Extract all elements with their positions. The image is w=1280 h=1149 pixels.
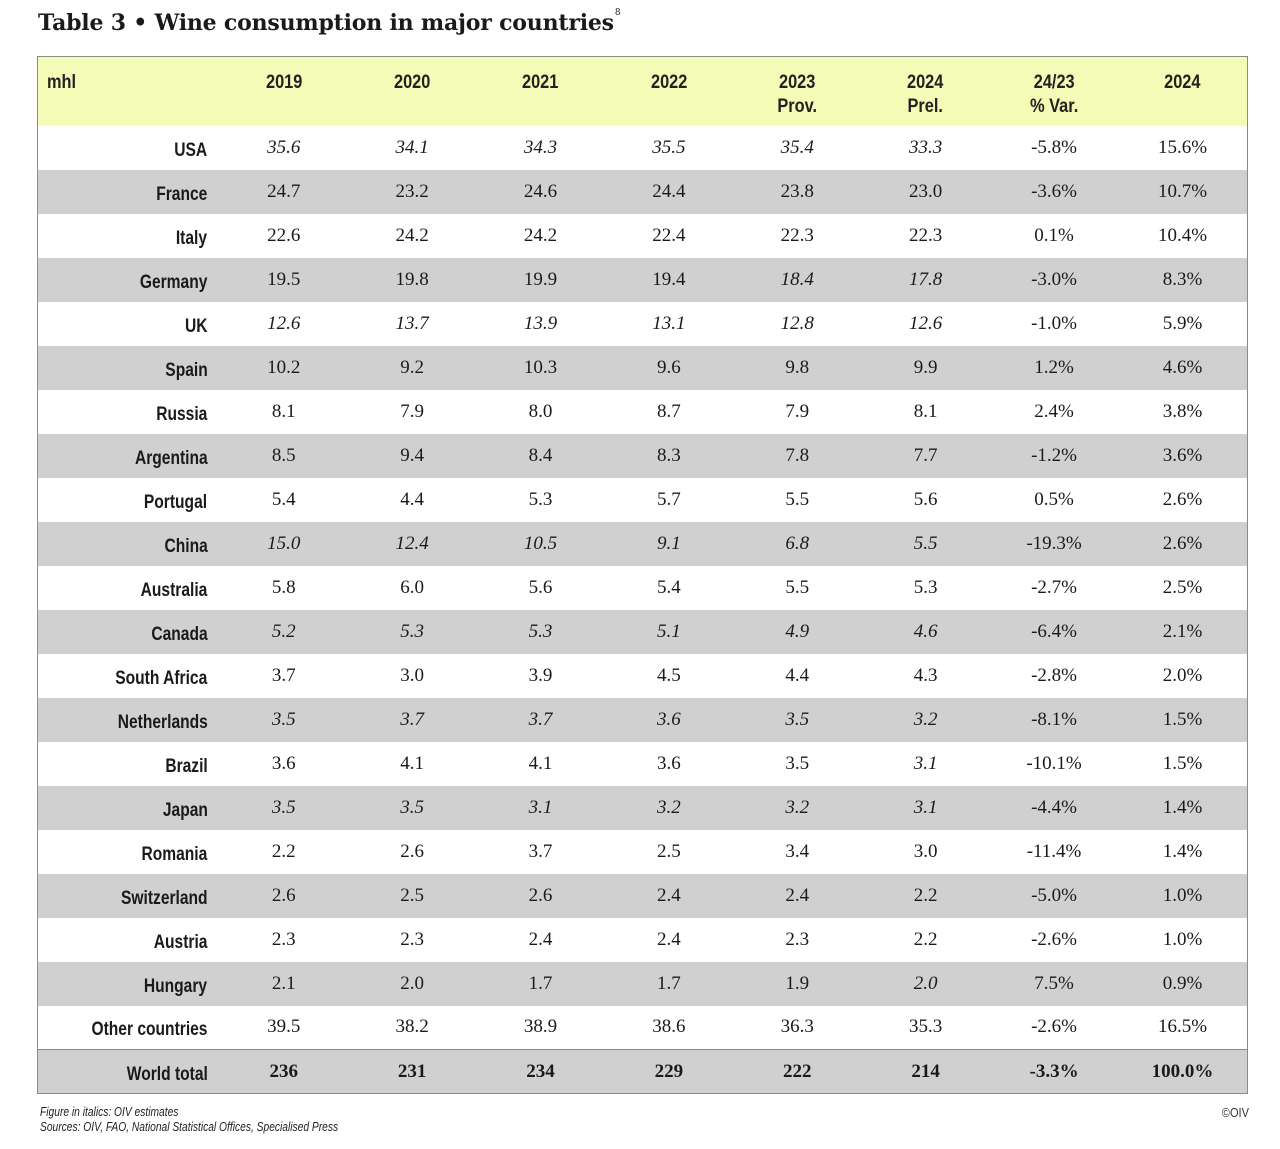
value-cell: 3.6	[656, 752, 681, 774]
value-cell: 10.7%	[1157, 180, 1208, 202]
value-cell: 7.8	[785, 444, 810, 466]
value-cell: 5.3	[528, 488, 553, 510]
value-cell: 4.1	[400, 752, 424, 774]
country-label: Italy	[176, 227, 208, 249]
value-cell: 3.5	[400, 796, 424, 818]
value-cell: 3.1	[913, 796, 938, 818]
value-cell: 3.0	[400, 664, 424, 686]
table-row	[38, 962, 1248, 1006]
country-label: Portugal	[144, 491, 208, 513]
value-cell: 22.3	[909, 224, 943, 246]
value-cell: 22.6	[267, 224, 301, 246]
country-label: South Africa	[115, 667, 208, 689]
column-header-line1: 2019	[265, 72, 302, 93]
value-cell: 8.1	[271, 400, 296, 422]
value-cell: 23.8	[780, 180, 814, 202]
value-cell: 4.3	[913, 664, 938, 686]
value-cell: 0.9%	[1162, 972, 1203, 994]
value-cell: 2.0	[400, 972, 424, 994]
table-row	[38, 302, 1248, 346]
value-cell: 2.6	[400, 840, 424, 862]
value-cell: 22.3	[780, 224, 814, 246]
value-cell: 9.2	[400, 356, 424, 378]
value-cell: 18.4	[780, 268, 814, 290]
value-cell: 2.0%	[1162, 664, 1203, 686]
country-name	[38, 654, 220, 698]
value-cell: 1.5%	[1162, 708, 1203, 730]
value-cell: 214	[911, 1060, 940, 1082]
value-cell: -2.6%	[1031, 1016, 1077, 1038]
value-cell: 2.4	[785, 884, 810, 906]
value-cell: -4.4%	[1031, 796, 1077, 818]
value-cell: 1.0%	[1162, 928, 1203, 950]
value-cell: 0.5%	[1034, 488, 1074, 510]
value-cell: 3.7	[271, 664, 296, 686]
value-cell: 4.4	[785, 664, 810, 686]
italics-note: Figure in italics: OIV estimates	[40, 1105, 179, 1119]
value-cell: 3.2	[785, 796, 810, 818]
value-cell: -2.7%	[1031, 576, 1077, 598]
table-row	[38, 522, 1248, 566]
value-cell: 5.3	[528, 620, 553, 642]
value-cell: 2.2	[913, 928, 938, 950]
value-cell: 38.2	[395, 1016, 429, 1038]
column-header	[999, 57, 1109, 126]
value-cell: 234	[526, 1060, 555, 1082]
value-cell: 19.9	[523, 268, 558, 290]
value-cell: -10.1%	[1026, 752, 1082, 774]
value-cell: 15.0	[267, 532, 301, 554]
country-label: Germany	[139, 271, 208, 293]
country-name	[38, 566, 220, 610]
country-name	[38, 830, 220, 874]
column-header	[870, 57, 980, 126]
value-cell: 2.2	[913, 884, 938, 906]
value-cell: 8.0	[528, 400, 553, 422]
value-cell: 2.4%	[1034, 400, 1074, 422]
value-cell: 8.4	[528, 444, 553, 466]
value-cell: 5.6	[528, 576, 553, 598]
value-cell: 229	[654, 1060, 684, 1082]
value-cell: 7.5%	[1034, 972, 1074, 994]
copyright: ©OIV	[1221, 1105, 1249, 1120]
value-cell: 12.6	[267, 312, 301, 334]
country-label: China	[164, 535, 208, 557]
value-cell: 5.2	[271, 620, 296, 642]
value-cell: 2.1%	[1162, 620, 1203, 642]
column-header	[742, 57, 852, 126]
column-header-line1: 24/23	[1033, 72, 1075, 93]
value-cell: 13.9	[523, 312, 558, 334]
value-cell: 5.9%	[1162, 312, 1203, 334]
column-header	[1127, 57, 1238, 126]
country-name	[38, 1050, 220, 1094]
table-row	[38, 170, 1248, 214]
value-cell: 2.6	[528, 884, 553, 906]
table-row	[38, 258, 1248, 302]
value-cell: 231	[397, 1060, 427, 1082]
value-cell: 12.8	[780, 312, 814, 334]
table-row	[38, 390, 1248, 434]
table-row	[38, 1006, 1248, 1050]
value-cell: -11.4%	[1026, 840, 1082, 862]
value-cell: 10.5	[523, 532, 558, 554]
value-cell: 3.2	[913, 708, 938, 730]
value-cell: 38.9	[523, 1016, 558, 1038]
unit-header: mhl	[46, 72, 76, 93]
country-name	[38, 742, 220, 786]
value-cell: 2.4	[656, 884, 681, 906]
value-cell: 7.7	[913, 444, 938, 466]
value-cell: 222	[783, 1060, 812, 1082]
value-cell: 1.7	[656, 972, 681, 994]
value-cell: 2.3	[400, 928, 424, 950]
value-cell: 3.1	[913, 752, 938, 774]
total-row	[38, 1050, 1248, 1094]
table-row	[38, 346, 1248, 390]
country-label: Romania	[141, 843, 208, 865]
table-row	[38, 830, 1248, 874]
value-cell: 1.0%	[1162, 884, 1203, 906]
column-header-line1: 2023	[779, 72, 816, 93]
country-name	[38, 434, 220, 478]
country-name	[38, 786, 220, 830]
country-name	[38, 126, 220, 170]
value-cell: 24.7	[267, 180, 301, 202]
country-label: Hungary	[144, 975, 208, 997]
value-cell: 13.7	[395, 312, 429, 334]
value-cell: 1.4%	[1162, 840, 1203, 862]
value-cell: 34.3	[523, 136, 558, 158]
column-header-line1: 2024	[907, 72, 944, 93]
value-cell: 10.4%	[1157, 224, 1208, 246]
value-cell: 2.2	[271, 840, 296, 862]
column-header-line2: % Var.	[1029, 96, 1079, 117]
value-cell: 2.5	[400, 884, 424, 906]
country-name	[38, 610, 220, 654]
country-label: USA	[174, 139, 208, 161]
table-row	[38, 434, 1248, 478]
value-cell: 3.5	[785, 708, 810, 730]
value-cell: 19.4	[652, 268, 686, 290]
value-cell: 24.6	[523, 180, 558, 202]
country-name	[38, 302, 220, 346]
value-cell: 35.4	[780, 136, 814, 158]
value-cell: 1.5%	[1162, 752, 1203, 774]
value-cell: 5.5	[785, 576, 810, 598]
value-cell: 1.7	[528, 972, 553, 994]
country-name	[38, 874, 220, 918]
value-cell: 36.3	[780, 1016, 814, 1038]
country-name	[38, 918, 220, 962]
value-cell: 5.3	[913, 576, 938, 598]
value-cell: 23.0	[909, 180, 943, 202]
value-cell: 0.1%	[1034, 224, 1074, 246]
value-cell: 1.2%	[1034, 356, 1074, 378]
country-name	[38, 522, 220, 566]
value-cell: -19.3%	[1026, 532, 1082, 554]
table-row	[38, 566, 1248, 610]
value-cell: -2.6%	[1031, 928, 1077, 950]
column-header-line1: 2022	[650, 72, 688, 93]
column-header-line1: 2021	[522, 72, 559, 93]
value-cell: 100.0%	[1151, 1060, 1214, 1082]
value-cell: 8.5	[271, 444, 296, 466]
table-body	[38, 126, 1248, 1094]
value-cell: 3.0	[913, 840, 938, 862]
value-cell: -5.0%	[1031, 884, 1077, 906]
column-header-line2: Prel.	[907, 96, 944, 117]
value-cell: 39.5	[267, 1016, 301, 1038]
value-cell: 3.1	[528, 796, 553, 818]
value-cell: 10.2	[267, 356, 301, 378]
country-name	[38, 346, 220, 390]
country-label: Australia	[140, 579, 208, 601]
value-cell: 3.4	[785, 840, 810, 862]
column-header	[357, 57, 467, 126]
country-label: World total	[126, 1063, 208, 1085]
value-cell: 23.2	[395, 180, 429, 202]
value-cell: 3.5	[271, 708, 296, 730]
column-header-line1: 2020	[393, 72, 431, 93]
table-row	[38, 478, 1248, 522]
value-cell: 24.2	[523, 224, 558, 246]
value-cell: 6.0	[400, 576, 424, 598]
column-header	[485, 57, 595, 126]
column-header-line2: Prov.	[777, 96, 818, 117]
value-cell: -5.8%	[1031, 136, 1077, 158]
value-cell: 5.4	[656, 576, 681, 598]
value-cell: 5.5	[785, 488, 810, 510]
value-cell: 24.4	[652, 180, 686, 202]
country-label: Netherlands	[117, 711, 208, 733]
value-cell: 5.1	[656, 620, 681, 642]
value-cell: 3.5	[271, 796, 296, 818]
value-cell: 6.8	[785, 532, 810, 554]
value-cell: 5.8	[271, 576, 296, 598]
value-cell: 5.4	[271, 488, 296, 510]
country-name	[38, 258, 220, 302]
country-label: Brazil	[165, 755, 208, 777]
value-cell: 15.6%	[1157, 136, 1208, 158]
table-title: Table 3 • Wine consumption in major countries$^8$	[38, 8, 621, 36]
value-cell: 2.5	[656, 840, 681, 862]
value-cell: 8.3	[656, 444, 681, 466]
country-label: Other countries	[91, 1019, 208, 1041]
value-cell: 1.4%	[1162, 796, 1203, 818]
table-row	[38, 786, 1248, 830]
value-cell: 236	[269, 1060, 298, 1082]
country-label: Russia	[156, 403, 208, 425]
value-cell: -1.0%	[1031, 312, 1077, 334]
value-cell: 5.5	[913, 532, 938, 554]
value-cell: 8.1	[913, 400, 938, 422]
value-cell: 3.7	[400, 708, 424, 730]
value-cell: 2.4	[656, 928, 681, 950]
country-name	[38, 1006, 220, 1050]
value-cell: -8.1%	[1031, 708, 1077, 730]
value-cell: -1.2%	[1031, 444, 1077, 466]
value-cell: 9.6	[656, 356, 681, 378]
value-cell: 19.8	[395, 268, 429, 290]
value-cell: 4.6	[913, 620, 938, 642]
value-cell: 24.2	[395, 224, 429, 246]
value-cell: 35.6	[267, 136, 301, 158]
value-cell: 35.5	[652, 136, 686, 158]
value-cell: 2.6%	[1162, 532, 1203, 554]
column-header	[614, 57, 724, 126]
table-row	[38, 698, 1248, 742]
table-row	[38, 654, 1248, 698]
value-cell: 3.7	[528, 708, 553, 730]
value-cell: 4.5	[656, 664, 681, 686]
value-cell: 16.5%	[1157, 1016, 1208, 1038]
value-cell: 2.0	[913, 972, 938, 994]
value-cell: 8.3%	[1162, 268, 1203, 290]
value-cell: 3.6	[656, 708, 681, 730]
value-cell: 33.3	[909, 136, 943, 158]
country-name	[38, 962, 220, 1006]
value-cell: -3.0%	[1031, 268, 1077, 290]
value-cell: 2.4	[528, 928, 553, 950]
value-cell: 2.6	[271, 884, 296, 906]
value-cell: 22.4	[652, 224, 686, 246]
value-cell: 12.4	[395, 532, 429, 554]
value-cell: 7.9	[785, 400, 810, 422]
column-header	[228, 57, 338, 126]
table-row	[38, 874, 1248, 918]
value-cell: -3.3%	[1029, 1060, 1079, 1082]
value-cell: 4.4	[400, 488, 424, 510]
value-cell: 34.1	[395, 136, 429, 158]
column-header-line1: 2024	[1164, 72, 1201, 93]
value-cell: -3.6%	[1031, 180, 1077, 202]
value-cell: 3.6	[271, 752, 296, 774]
value-cell: 13.1	[652, 312, 686, 334]
value-cell: 3.2	[656, 796, 681, 818]
value-cell: 9.1	[656, 532, 681, 554]
country-label: Japan	[162, 799, 208, 821]
value-cell: 5.3	[400, 620, 424, 642]
value-cell: 3.5	[785, 752, 810, 774]
table-row	[38, 742, 1248, 786]
table-row	[38, 610, 1248, 654]
value-cell: 10.3	[523, 356, 558, 378]
value-cell: 5.6	[913, 488, 938, 510]
country-label: Austria	[153, 931, 208, 953]
value-cell: 17.8	[909, 268, 943, 290]
country-label: Spain	[165, 359, 208, 381]
value-cell: 3.7	[528, 840, 553, 862]
value-cell: 1.9	[785, 972, 810, 994]
value-cell: 38.6	[652, 1016, 686, 1038]
country-name	[38, 478, 220, 522]
value-cell: 12.6	[909, 312, 943, 334]
country-name	[38, 214, 220, 258]
value-cell: 4.1	[528, 752, 553, 774]
value-cell: 8.7	[656, 400, 681, 422]
sources-note: Sources: OIV, FAO, National Statistical Offices, Specialised Press	[40, 1120, 339, 1134]
value-cell: 2.3	[271, 928, 296, 950]
value-cell: 3.8%	[1162, 400, 1203, 422]
value-cell: 7.9	[400, 400, 424, 422]
country-label: Argentina	[134, 447, 208, 469]
value-cell: 9.8	[785, 356, 810, 378]
value-cell: 9.4	[400, 444, 424, 466]
value-cell: 2.3	[785, 928, 810, 950]
value-cell: 4.9	[785, 620, 810, 642]
table-row	[38, 126, 1248, 170]
country-label: Switzerland	[120, 887, 208, 909]
value-cell: -6.4%	[1031, 620, 1077, 642]
value-cell: 3.6%	[1162, 444, 1203, 466]
value-cell: 2.1	[271, 972, 296, 994]
country-label: France	[156, 183, 208, 205]
table-row	[38, 214, 1248, 258]
value-cell: 3.9	[528, 664, 553, 686]
value-cell: 2.5%	[1162, 576, 1203, 598]
value-cell: 19.5	[267, 268, 301, 290]
table-row	[38, 918, 1248, 962]
country-name	[38, 390, 220, 434]
value-cell: 5.7	[656, 488, 681, 510]
country-name	[38, 698, 220, 742]
header-row	[38, 57, 1248, 126]
wine-consumption-table	[37, 56, 1248, 1094]
value-cell: 9.9	[913, 356, 938, 378]
country-label: UK	[184, 315, 208, 337]
value-cell: 4.6%	[1162, 356, 1203, 378]
value-cell: 2.6%	[1162, 488, 1203, 510]
value-cell: 35.3	[909, 1016, 943, 1038]
country-name	[38, 170, 220, 214]
country-label: Canada	[151, 623, 208, 645]
value-cell: -2.8%	[1031, 664, 1077, 686]
title-footnote-marker: 8	[614, 8, 621, 18]
